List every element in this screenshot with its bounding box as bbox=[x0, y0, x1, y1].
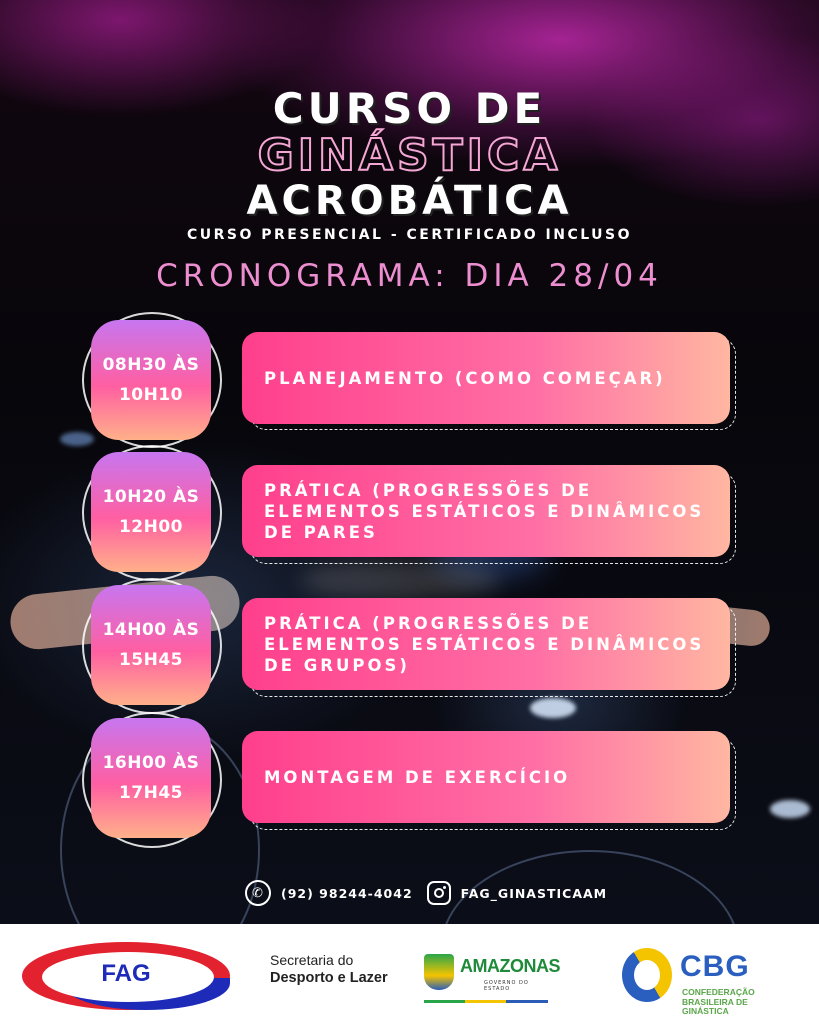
amazonas-color-bar bbox=[424, 1000, 548, 1003]
cbg-sub-line-2: BRASILEIRA DE bbox=[682, 996, 748, 1007]
time-start: 10H20 ÀS bbox=[102, 487, 200, 507]
title-line-1: CURSO DE bbox=[272, 84, 547, 133]
time-slot-3 bbox=[91, 585, 211, 705]
subtitle: CURSO PRESENCIAL - CERTIFICADO INCLUSO bbox=[186, 227, 633, 243]
instagram-handle[interactable]: FAG_GINASTICAAM bbox=[460, 885, 608, 901]
time-end: 10H10 bbox=[118, 385, 184, 405]
stage-light bbox=[530, 698, 576, 718]
activity-card-1 bbox=[242, 332, 730, 424]
activity-label: PRÁTICA (PROGRESSÕES DE ELEMENTOS ESTÁTICOS E DINÂMICOS DE GRUPOS) bbox=[264, 613, 705, 675]
time-start: 16H00 ÀS bbox=[102, 753, 200, 773]
time-start: 14H00 ÀS bbox=[102, 620, 200, 640]
stage-light bbox=[60, 432, 94, 446]
secretaria-line-1: Secretaria do bbox=[270, 952, 354, 968]
amazonas-logo-subtext: GOVERNO DO ESTADO bbox=[484, 980, 529, 992]
activity-label: PRÁTICA (PROGRESSÕES DE ELEMENTOS ESTÁTICOS E DINÂMICOS DE PARES bbox=[264, 480, 705, 542]
time-start: 08H30 ÀS bbox=[102, 355, 200, 375]
stage-light bbox=[770, 800, 810, 818]
phone-number[interactable]: (92) 98244-4042 bbox=[281, 885, 413, 901]
amazonas-logo bbox=[424, 950, 560, 1004]
cbg-sub-line-1: CONFEDERAÇÃO bbox=[682, 987, 755, 997]
instagram-icon bbox=[427, 881, 451, 905]
time-end: 15H45 bbox=[118, 650, 184, 670]
time-slot-1 bbox=[91, 320, 211, 440]
title-line-2: GINÁSTICA bbox=[257, 130, 562, 181]
cbg-logo bbox=[618, 928, 808, 1024]
activity-card-4 bbox=[242, 731, 730, 823]
stage-light bbox=[300, 560, 500, 600]
title-line-3: ACROBÁTICA bbox=[246, 178, 573, 224]
secretaria-line-2: Desporto e Lazer bbox=[270, 970, 388, 986]
cbg-logo-text: CBG bbox=[680, 950, 750, 983]
time-slot-4 bbox=[91, 718, 211, 838]
time-end: 12H00 bbox=[118, 517, 184, 537]
activity-label: MONTAGEM DE EXERCÍCIO bbox=[264, 767, 571, 787]
activity-card-2 bbox=[242, 465, 730, 557]
schedule-heading: CRONOGRAMA: DIA 28/04 bbox=[156, 258, 663, 294]
fag-logo-text: FAG bbox=[101, 960, 151, 987]
contact-bar bbox=[245, 880, 607, 906]
amazonas-crest-icon bbox=[424, 954, 454, 990]
cbg-emblem-icon bbox=[622, 948, 672, 1002]
cbg-logo-subtext bbox=[682, 988, 802, 1017]
time-slot-2 bbox=[91, 452, 211, 572]
activity-label: PLANEJAMENTO (COMO COMEÇAR) bbox=[264, 368, 666, 388]
sponsor-footer bbox=[0, 924, 819, 1024]
secretaria-logo bbox=[270, 952, 388, 987]
phone-icon: ✆ bbox=[245, 880, 271, 906]
fag-logo bbox=[22, 942, 230, 1010]
amazonas-logo-text: AMAZONAS bbox=[460, 956, 560, 976]
activity-card-3 bbox=[242, 598, 730, 690]
cbg-sub-line-3: GINÁSTICA bbox=[682, 1006, 729, 1016]
time-end: 17H45 bbox=[118, 783, 184, 803]
